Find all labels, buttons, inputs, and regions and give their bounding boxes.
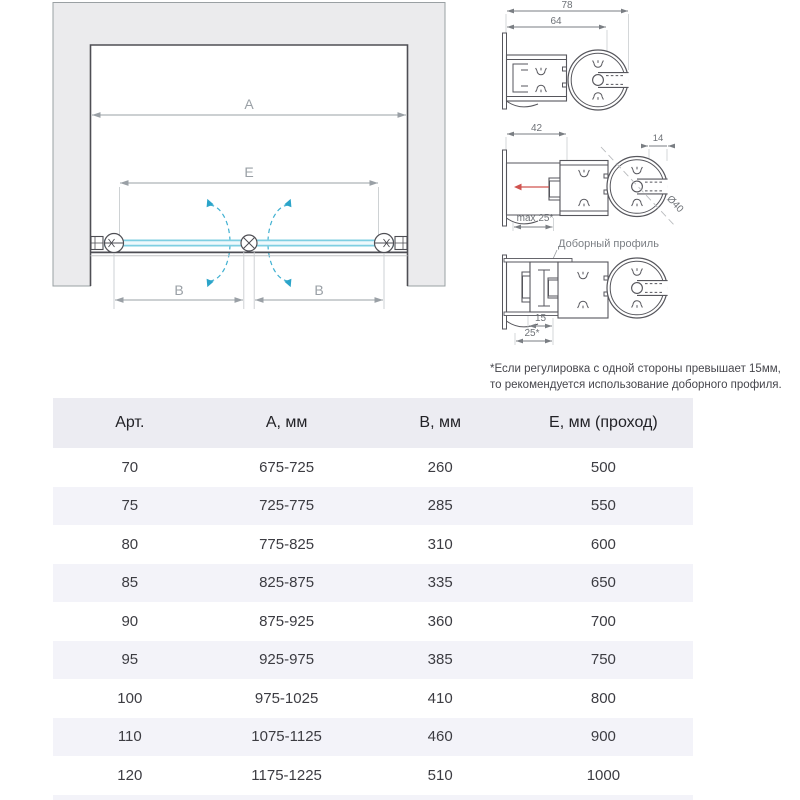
cell-a: 725-775 — [259, 497, 315, 515]
cell-a: 925-975 — [259, 651, 315, 669]
wall-profile-section-top — [503, 0, 629, 110]
header-e-mm: Е, мм (проход) — [549, 414, 658, 431]
wall-flange — [503, 33, 507, 109]
cell-e: 650 — [590, 574, 616, 592]
table-row — [53, 602, 693, 641]
cell-art: 110 — [117, 728, 142, 746]
swing-arc-upper-right — [268, 205, 289, 241]
size-table — [53, 398, 693, 800]
cell-a: 1175-1225 — [251, 766, 322, 784]
cell-a: 675-725 — [259, 458, 315, 476]
dimension-a-label: A — [244, 96, 254, 112]
door-profile-body — [558, 262, 608, 318]
cell-e: 900 — [590, 728, 616, 746]
cell-art: 70 — [121, 458, 139, 476]
cell-b: 260 — [427, 458, 453, 476]
wall-flange — [503, 150, 507, 226]
cell-b: 460 — [427, 728, 453, 746]
cell-b: 285 — [427, 497, 453, 515]
dim-25-label: 25* — [524, 328, 540, 339]
dim-max25-label: max 25* — [516, 213, 554, 224]
dim-78-label: 78 — [561, 0, 573, 11]
cell-b: 385 — [427, 651, 453, 669]
dim-15-label: 15 — [534, 313, 547, 324]
dim-64-label: 64 — [550, 16, 562, 27]
cell-e: 800 — [590, 689, 616, 707]
cell-a: 975-1025 — [254, 689, 319, 707]
hinge-knuckle-section — [568, 50, 629, 110]
cell-art: 100 — [117, 689, 143, 707]
table-row — [53, 679, 693, 718]
next-row-partial — [53, 795, 693, 800]
table-row — [53, 718, 693, 757]
door-top-view-diagram — [40, 0, 470, 345]
footnote — [490, 361, 792, 394]
cell-e: 750 — [590, 651, 616, 669]
cell-b: 360 — [427, 612, 453, 630]
table-row — [53, 641, 693, 680]
adjustable-profile-section — [503, 123, 686, 231]
cell-b: 410 — [427, 689, 453, 707]
cell-art: 95 — [121, 651, 139, 669]
dim-14-label: 14 — [652, 133, 664, 144]
table-row — [53, 448, 693, 487]
cell-art: 75 — [121, 497, 139, 515]
cell-a: 825-875 — [259, 574, 315, 592]
cell-e: 600 — [590, 535, 616, 553]
door-profile-body — [560, 161, 608, 216]
profile-sections-diagram — [478, 0, 800, 358]
cell-art: 120 — [117, 766, 143, 784]
header-a-mm: А, мм — [265, 414, 308, 431]
dimension-a — [92, 96, 406, 115]
cell-e: 1000 — [586, 766, 621, 784]
cell-b: 335 — [427, 574, 453, 592]
wall-flange — [503, 255, 507, 329]
swing-arc-upper-left — [209, 205, 230, 241]
cell-art: 85 — [121, 574, 139, 592]
dim-42-label: 42 — [530, 123, 543, 134]
hinge-right — [375, 234, 408, 253]
dimension-b-right — [254, 252, 384, 309]
extension-profile-section — [503, 238, 668, 345]
hinge-left — [91, 234, 124, 253]
table-header — [53, 398, 693, 448]
dim-diameter-label: Ø40 — [664, 193, 686, 215]
footnote-line2: то рекомендуется использование доборного профиля. — [490, 379, 782, 392]
extension-profile-callout: Доборный профиль — [558, 238, 659, 250]
cell-e: 700 — [590, 612, 616, 630]
cell-b: 510 — [427, 766, 453, 784]
hinge-knuckle-section — [607, 258, 668, 318]
cell-art: 90 — [121, 612, 139, 630]
dimension-e-label: E — [244, 164, 254, 180]
profile-body — [507, 55, 567, 101]
dimension-e — [120, 164, 379, 236]
cell-e: 500 — [590, 458, 616, 476]
table-row — [53, 756, 693, 795]
dimension-b-left — [114, 252, 244, 309]
table-row — [53, 564, 693, 603]
cell-a: 875-925 — [259, 612, 315, 630]
table-row — [53, 525, 693, 564]
cell-a: 775-825 — [259, 535, 315, 553]
header-b-mm: В, мм — [419, 414, 461, 431]
swing-arc-lower-left — [209, 245, 230, 281]
cell-b: 310 — [427, 535, 453, 553]
cell-e: 550 — [590, 497, 616, 515]
cell-art: 80 — [121, 535, 139, 553]
table-row — [53, 487, 693, 526]
hinge-center — [241, 235, 257, 251]
hinge-knuckle-section — [607, 157, 668, 217]
dimension-b-right-label: B — [314, 282, 324, 298]
swing-arc-lower-right — [268, 245, 289, 281]
footnote-line1: *Если регулировка с одной стороны превышает 15мм, — [490, 363, 781, 375]
cell-a: 1075-1125 — [251, 728, 322, 746]
header-art: Арт. — [115, 414, 145, 431]
dimension-b-left-label: B — [174, 282, 184, 298]
